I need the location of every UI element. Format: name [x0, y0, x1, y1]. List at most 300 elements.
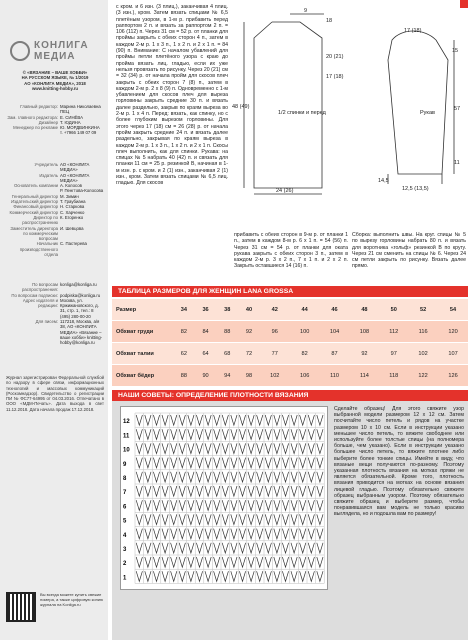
knit-stitch: [171, 543, 177, 553]
table-cell: 102: [408, 343, 438, 365]
tips-text: Сделайте образец! Для этого свяжите узор выбранной модели размером 12 х 12 см. Затем посчитайте число петель и рядов на участке размером 10 х 10 см. Если в инструкции указано меньшее число петель, то вяжите свободнее или используйте более толстые спицы (на полномера больше, чем указано). Если в инструкции указано большее число петель, то вяжите плотнее либо выберите более тонкие спицы. Имейте в виду, что вязаные вещи получаются по-разному. Поэтому указанная плотность вязания на мотках пряжи не является обязательной. Кроме того, плотность вязания приводится на мотках на основе вязания лицевой гладью. Поэтому обязательно свяжите образец выбранным узором. Поэтому обязательно свяжите образец и выберите размер, чтобы понравившаяся вам модель не только красиво выглядела, но и подошла вам по размеру!: [334, 406, 464, 518]
table-row: [112, 343, 468, 365]
knit-stitch: [300, 458, 306, 468]
knit-stitch: [231, 458, 237, 468]
pattern-text-col3: Сборка: выполнить швы. На круг. спицы № 5 по вырезу горловины набрать 80 п. и вязать для воротника «гольф» резинкой В по кругу. Через 21 см сменить на спицы № 6. Через 24 см петли закрыть по рисунку. Вязать далее прямо.: [352, 232, 466, 270]
knit-stitch: [282, 443, 288, 453]
knit-stitch: [171, 415, 177, 425]
knit-stitch: [257, 571, 263, 581]
knit-stitch: [239, 571, 245, 581]
knit-stitch: [171, 472, 177, 482]
table-cell: 82: [290, 343, 320, 365]
dim-label: 24 (26): [276, 188, 294, 194]
legal-text: Журнал зарегистрирован Федеральной службой по надзору в сфере связи, информационных технологий и массовых коммуникаций (Роскомнадзор). Свидетельство о регистрации ПИ № ФС77-64995 от 04.03.2016. Отпечатано в ООО «МДМ-Печать». Дата выхода в свет 11.12.2018. Дата начала продаж 17.12.2018.: [6, 375, 104, 412]
knit-stitch: [205, 486, 211, 496]
knit-stitch: [265, 458, 271, 468]
imprint-key: Менеджер по рекламе: [13, 125, 58, 131]
knit-stitch: [274, 557, 280, 567]
knit-stitch: [274, 500, 280, 510]
row-number: 12: [123, 419, 130, 426]
knit-stitch: [231, 514, 237, 524]
imprint-value: С. Пастерева: [60, 241, 87, 247]
knit-stitch: [171, 429, 177, 439]
knit-stitch: [265, 500, 271, 510]
body-label: 1/2 спинки и перед: [278, 110, 326, 116]
knit-stitch: [239, 543, 245, 553]
row-number: 6: [123, 504, 127, 511]
knit-stitch: [308, 429, 314, 439]
knit-stitch: [248, 486, 254, 496]
knit-stitch: [248, 543, 254, 553]
knit-stitch: [188, 543, 194, 553]
knit-stitch: [231, 543, 237, 553]
knit-stitch: [282, 571, 288, 581]
knit-stitch: [136, 486, 142, 496]
imprint-row: [6, 162, 104, 173]
row-number: 5: [123, 518, 127, 525]
knit-stitch: [145, 415, 151, 425]
imprint-value: А. Колосов: [60, 183, 82, 189]
knit-stitch: [188, 415, 194, 425]
knit-stitch: [222, 543, 228, 553]
knit-stitch: [188, 529, 194, 539]
imprint-value: Т. ЮДИНА: [60, 119, 81, 125]
knit-stitch: [162, 543, 168, 553]
knit-stitch: [291, 415, 297, 425]
knit-stitch: [145, 472, 151, 482]
knit-stitch: [282, 429, 288, 439]
dim-label: 11: [454, 160, 460, 166]
imprint-row: [6, 226, 104, 242]
knit-stitch: [205, 458, 211, 468]
knit-stitch: [145, 529, 151, 539]
row-number: 10: [123, 447, 130, 454]
knit-stitch: [291, 557, 297, 567]
knit-stitch: [282, 472, 288, 482]
contacts-block: [6, 282, 104, 346]
knit-stitch: [214, 415, 220, 425]
knit-stitch: [153, 543, 159, 553]
imprint-row: [6, 104, 104, 115]
row-number: 1: [123, 575, 127, 582]
knit-stitch: [153, 557, 159, 567]
knit-stitch: [222, 571, 228, 581]
knit-stitch: [205, 514, 211, 524]
imprint-sidebar: [0, 0, 108, 640]
dim-label: 14,5: [378, 178, 389, 184]
knit-stitch: [300, 514, 306, 524]
row-number: 9: [123, 461, 127, 468]
knit-stitch: [171, 458, 177, 468]
imprint-key: Коммерческий директор: [9, 209, 58, 215]
imprint-key: Учредитель: [34, 162, 58, 167]
table-cell: 126: [438, 365, 468, 387]
knit-stitch: [162, 500, 168, 510]
knit-stitch: [222, 415, 228, 425]
size-table-section: [112, 286, 468, 387]
dim-label: 15: [452, 48, 459, 54]
knit-stitch: [257, 557, 263, 567]
knit-stitch: [214, 458, 220, 468]
knit-stitch: [308, 443, 314, 453]
knit-stitch: [317, 472, 323, 482]
knit-stitch: [196, 500, 202, 510]
knit-stitch: [274, 443, 280, 453]
knit-stitch: [222, 500, 228, 510]
table-cell: 100: [290, 321, 320, 343]
knit-stitch: [282, 557, 288, 567]
knit-stitch: [188, 443, 194, 453]
knit-stitch: [257, 443, 263, 453]
table-cell: Обхват талии: [112, 343, 173, 365]
table-cell: Обхват груди: [112, 321, 173, 343]
knit-stitch: [153, 500, 159, 510]
knit-stitch: [179, 486, 185, 496]
knit-stitch: [239, 514, 245, 524]
knit-stitch: [265, 557, 271, 567]
knit-stitch: [265, 529, 271, 539]
knit-stitch: [179, 458, 185, 468]
knit-stitch: [179, 529, 185, 539]
knit-stitch: [274, 486, 280, 496]
knit-stitch: [317, 543, 323, 553]
knit-stitch: [179, 543, 185, 553]
knit-stitch: [300, 557, 306, 567]
sleeve-label: Рукав: [420, 110, 435, 116]
knit-stitch: [196, 429, 202, 439]
imprint-row: [6, 173, 104, 184]
tips-title: НАШИ СОВЕТЫ: ОПРЕДЕЛЕНИЕ ПЛОТНОСТИ ВЯЗАНИЯ: [112, 390, 468, 401]
knit-stitch: [300, 571, 306, 581]
imprint-key: Основатель компании: [13, 183, 58, 189]
imprint-key: Зам. главного редактора:: [7, 114, 58, 120]
knit-stitch: [265, 429, 271, 439]
imprint-key: Директор по распространению: [22, 214, 58, 226]
knit-stitch: [188, 486, 194, 496]
table-cell: 104: [320, 321, 350, 343]
table-cell: 120: [438, 321, 468, 343]
knit-stitch: [162, 458, 168, 468]
qr-caption: Вы всегда можете купить свежие номера, а также цифровую копию журнала на Konliga.ru: [40, 592, 104, 607]
table-cell: 97: [379, 343, 408, 365]
table-cell: Обхват бёдер: [112, 365, 173, 387]
imprint-value: podpiska@konliga.ru: [60, 292, 101, 298]
imprint-value: М. Зимин: [60, 193, 79, 199]
staff-block: [6, 104, 104, 136]
knit-stitch: [308, 472, 314, 482]
dim-label: 48 (49): [232, 104, 250, 110]
knit-stitch: [162, 486, 168, 496]
knit-stitch: [188, 571, 194, 581]
dim-label: 57: [454, 106, 461, 112]
imprint-key: Главный редактор:: [20, 104, 58, 109]
knit-stitch: [188, 429, 194, 439]
pattern-text-col2: прибавить с обеих сторон в 9-м р. от планки 1 п., затем в каждом 8-м р. 6 х 1 п. = 54 (56) п. Через 31 см = 54 р. от планки для оката рукава закрыть с обеих сторон 3 п., затем в каждом 2-м р. 3 х 2 п., 7 х 1 п. и 2 х 2 п. Закрыть оставшиеся 14 (16) п.: [234, 232, 348, 270]
imprint-value: Т. Граубиана: [60, 199, 86, 205]
knit-stitch: [231, 529, 237, 539]
knit-stitch: [282, 543, 288, 553]
row-number: 3: [123, 547, 127, 553]
knit-stitch: [291, 500, 297, 510]
knit-stitch: [153, 486, 159, 496]
knit-stitch: [231, 557, 237, 567]
knit-stitch: [196, 486, 202, 496]
knit-stitch: [265, 415, 271, 425]
row-number: 4: [123, 532, 127, 539]
knit-stitch: [145, 500, 151, 510]
knit-stitch: [179, 472, 185, 482]
knit-stitch: [239, 486, 245, 496]
knit-stitch: [257, 529, 263, 539]
imprint-row: [6, 319, 104, 345]
knit-stitch: [196, 557, 202, 567]
knit-stitch: [257, 429, 263, 439]
knit-stitch: [257, 514, 263, 524]
knit-stitch: [231, 429, 237, 439]
knit-stitch: [274, 472, 280, 482]
knit-stitch: [257, 500, 263, 510]
knit-stitch: [300, 429, 306, 439]
knit-stitch: [179, 557, 185, 567]
knit-stitch: [153, 571, 159, 581]
knit-stitch: [136, 529, 142, 539]
imprint-value: И. Шевцова: [60, 225, 84, 231]
imprint-key: [6, 130, 60, 135]
imprint-row: [6, 282, 104, 293]
knit-stitch: [291, 443, 297, 453]
knit-stitch: [214, 486, 220, 496]
knit-stitch: [300, 472, 306, 482]
row-number: 8: [123, 476, 127, 482]
table-cell: 68: [216, 343, 238, 365]
knit-stitch: [214, 571, 220, 581]
knit-stitch: [214, 529, 220, 539]
knit-stitch: [308, 486, 314, 496]
table-cell: 94: [216, 365, 238, 387]
knit-stitch: [145, 571, 151, 581]
logo-mark-icon: [10, 41, 30, 61]
table-header-cell: 42: [260, 299, 290, 321]
imprint-value: Ю. МОРДВИНКИНА: [60, 125, 100, 131]
table-cell: 116: [408, 321, 438, 343]
knit-stitch: [308, 514, 314, 524]
knit-stitch: [317, 557, 323, 567]
dim-label: 20 (21): [326, 54, 344, 60]
imprint-key: Заместитель директора по коммерческим вопросам: [10, 225, 58, 242]
imprint-key: Дизайнер: [38, 119, 58, 125]
knit-stitch: [239, 557, 245, 567]
knit-stitch: [274, 571, 280, 581]
knit-stitch: [205, 415, 211, 425]
knit-stitch: [145, 486, 151, 496]
dim-label: 17 (18): [326, 74, 344, 80]
table-row: [112, 321, 468, 343]
knit-stitch: [257, 543, 263, 553]
imprint-value: konliga@konliga.ru: [60, 282, 97, 287]
knit-stitch: [265, 514, 271, 524]
knit-stitch: [265, 571, 271, 581]
imprint-value: Р. Пенгтова-Колосова: [60, 188, 104, 194]
table-cell: 82: [173, 321, 195, 343]
knit-stitch: [214, 543, 220, 553]
knit-stitch: [196, 415, 202, 425]
knit-stitch: [291, 571, 297, 581]
knit-stitch: [171, 557, 177, 567]
knit-stitch: [257, 458, 263, 468]
knit-stitch: [248, 472, 254, 482]
knit-stitch: [222, 529, 228, 539]
knit-stitch: [171, 443, 177, 453]
knit-stitch: [214, 472, 220, 482]
knit-stitch: [196, 514, 202, 524]
knit-stitch: [308, 458, 314, 468]
knit-stitch: [265, 486, 271, 496]
knit-stitch: [153, 415, 159, 425]
knit-stitch: [136, 571, 142, 581]
knit-stitch: [179, 500, 185, 510]
knit-stitch: [248, 429, 254, 439]
website-link[interactable]: www.knitting-hobby.ru: [31, 85, 79, 91]
knit-stitch: [188, 514, 194, 524]
knit-stitch: [248, 443, 254, 453]
table-header-cell: 46: [320, 299, 350, 321]
imprint-value: АО «КОНЛИГА МЕДИА»: [60, 162, 90, 173]
knit-stitch: [214, 557, 220, 567]
knit-stitch: [171, 486, 177, 496]
knit-stitch: [248, 571, 254, 581]
knit-stitch: [300, 529, 306, 539]
knit-stitch: [274, 529, 280, 539]
knit-stitch: [317, 500, 323, 510]
knit-stitch: [179, 443, 185, 453]
knit-stitch: [136, 500, 142, 510]
knit-stitch: [291, 514, 297, 524]
konliga-logo: КОНЛИГА МЕДИА: [10, 40, 100, 64]
knit-stitch: [179, 415, 185, 425]
row-number: 7: [123, 490, 127, 497]
knit-stitch: [239, 458, 245, 468]
knit-stitch: [248, 557, 254, 567]
knit-stitch: [145, 458, 151, 468]
table-cell: 92: [349, 343, 379, 365]
table-cell: 108: [349, 321, 379, 343]
knit-stitch: [205, 529, 211, 539]
main-content: [112, 0, 468, 640]
knit-stitch: [145, 557, 151, 567]
table-header-cell: 36: [195, 299, 217, 321]
table-cell: 92: [238, 321, 260, 343]
imprint-key: Издательский директор: [10, 199, 58, 205]
knit-stitch: [205, 543, 211, 553]
knit-stitch: [214, 429, 220, 439]
imprint-value: т. +7966 149 07 09: [60, 130, 97, 136]
table-cell: 112: [379, 321, 408, 343]
imprint-value: 117218, Москва, а/я 38, АО «КОНЛИГА МЕДИА» «Вязание – ваше хобби» knitting-hobby@konliga.ru: [60, 319, 103, 346]
knit-stitch: [162, 557, 168, 567]
knit-stitch: [282, 458, 288, 468]
knit-stitch: [196, 472, 202, 482]
knit-stitch: [317, 571, 323, 581]
imprint-key: Генеральный директор: [11, 193, 58, 199]
knit-stitch: [196, 543, 202, 553]
knit-stitch: [162, 529, 168, 539]
knit-stitch: [239, 415, 245, 425]
knit-stitch: [153, 429, 159, 439]
table-header-cell: 38: [216, 299, 238, 321]
knit-stitch: [308, 571, 314, 581]
knit-stitch: [317, 458, 323, 468]
knit-stitch: [291, 472, 297, 482]
knit-stitch: [231, 415, 237, 425]
knit-stitch: [257, 472, 263, 482]
knit-stitch: [196, 571, 202, 581]
knit-stitch: [205, 472, 211, 482]
table-cell: 98: [238, 365, 260, 387]
knit-stitch: [205, 557, 211, 567]
imprint-value: С. Харченко: [60, 209, 85, 215]
knit-stitch: [136, 514, 142, 524]
knit-stitch: [274, 458, 280, 468]
knit-stitch: [308, 415, 314, 425]
knit-stitch: [317, 486, 323, 496]
knit-stitch: [248, 500, 254, 510]
knit-stitch: [300, 486, 306, 496]
knit-stitch: [162, 415, 168, 425]
qr-code[interactable]: [6, 592, 36, 622]
knit-stitch: [188, 472, 194, 482]
imprint-key: Начальник производственного отдела: [19, 241, 58, 258]
table-cell: 88: [216, 321, 238, 343]
table-cell: 107: [438, 343, 468, 365]
knit-stitch: [162, 571, 168, 581]
knit-stitch: [214, 500, 220, 510]
imprint-row: [6, 215, 104, 226]
knit-stitch: [179, 429, 185, 439]
knit-stitch: [214, 514, 220, 524]
knit-stitch: [239, 500, 245, 510]
knit-stitch: [171, 571, 177, 581]
knit-stitch: [265, 443, 271, 453]
knit-stitch: [231, 443, 237, 453]
knit-stitch: [205, 429, 211, 439]
knit-stitch: [257, 415, 263, 425]
knit-stitch: [231, 472, 237, 482]
imprint-row: [6, 130, 104, 135]
table-cell: 114: [349, 365, 379, 387]
knit-stitch: [214, 443, 220, 453]
table-cell: 106: [290, 365, 320, 387]
imprint-key: Финансовый директор: [13, 204, 58, 210]
knit-stitch: [300, 443, 306, 453]
knit-stitch: [317, 443, 323, 453]
sleeve-schematic: [358, 24, 466, 194]
knit-stitch: [291, 429, 297, 439]
imprint-value: К. Егоренко: [60, 214, 84, 220]
table-header-cell: 50: [379, 299, 408, 321]
imprint-value: Марина Николаевна ПЕЦ: [60, 104, 101, 115]
knit-stitch: [153, 472, 159, 482]
knit-stitch: [274, 514, 280, 524]
imprint-key: Издатель: [39, 172, 58, 178]
knit-stitch: [300, 543, 306, 553]
knit-stitch: [291, 543, 297, 553]
knit-stitch: [145, 443, 151, 453]
size-table-title: ТАБЛИЦА РАЗМЕРОВ ДЛЯ ЖЕНЩИН LANA GROSSA: [112, 286, 468, 297]
knit-stitch: [257, 486, 263, 496]
table-header-cell: 52: [408, 299, 438, 321]
knit-swatch-svg: [121, 407, 327, 589]
knit-stitch: [145, 429, 151, 439]
